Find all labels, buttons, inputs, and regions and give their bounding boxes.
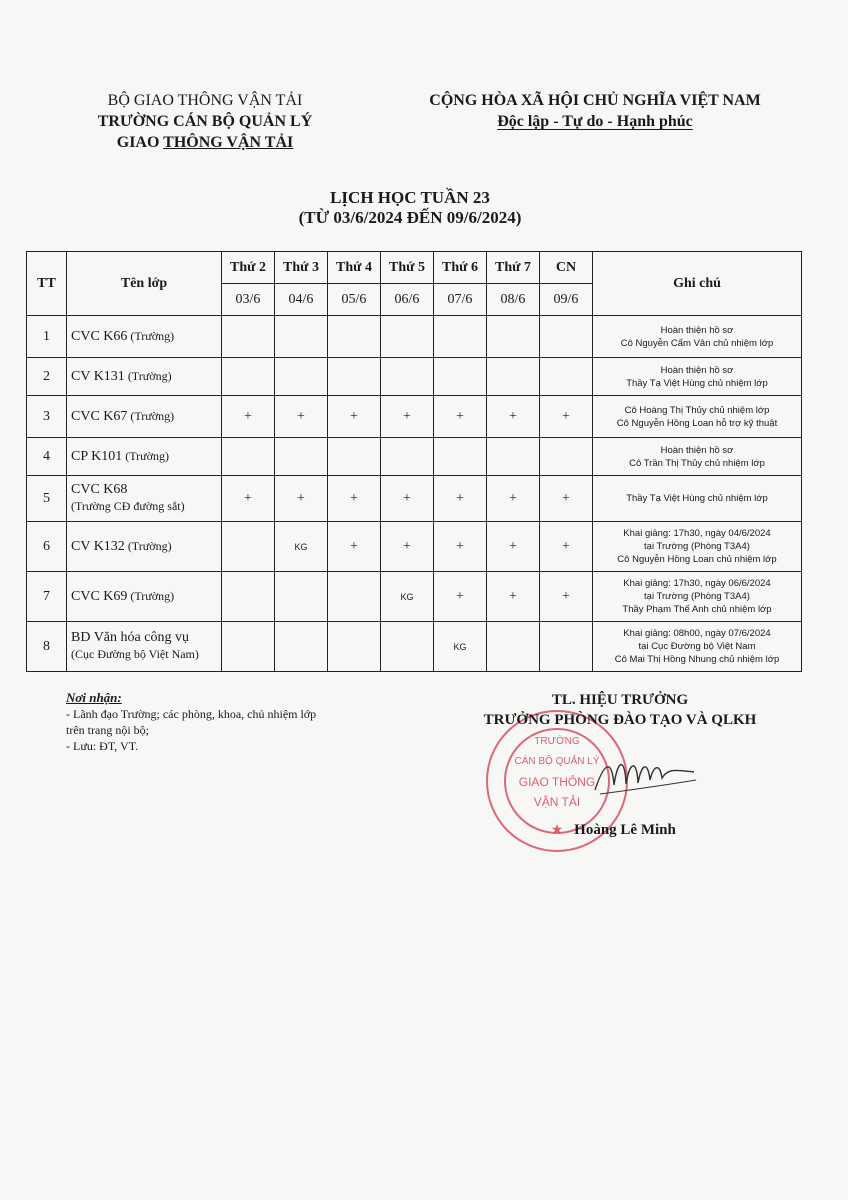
class-name [67,438,222,476]
schedule-cell [222,358,275,396]
signature-title-line1: TL. HIỆU TRƯỞNG [551,692,689,708]
schedule-cell [275,316,328,358]
session-mark: + [487,396,540,438]
schedule-cell [487,316,540,358]
recipient-line: - Lưu: ĐT, VT. [66,739,139,753]
session-mark: + [487,572,540,622]
school-name-line2: GIAO THÔNG VẬN TẢI [116,134,294,151]
class-location: (Cục Đường bộ Việt Nam) [71,647,199,661]
row-note [593,396,802,438]
header-date: 09/6 [540,284,593,316]
note-line: Cô Mai Thị Hồng Nhung chủ nhiệm lớp [614,654,780,665]
row-number: 3 [27,396,67,438]
schedule-cell [222,622,275,672]
recipient-line: trên trang nội bộ; [66,723,149,737]
row-note [593,522,802,572]
row-number: 1 [27,316,67,358]
header-date: 04/6 [275,284,328,316]
note-line: Thầy Phạm Thế Anh chủ nhiệm lớp [622,604,772,615]
row-note [593,438,802,476]
title-line1: LỊCH HỌC TUẦN 23 [330,188,490,207]
schedule-cell [381,358,434,396]
schedule-cell [328,438,381,476]
header-date: 05/6 [328,284,381,316]
session-mark: + [328,522,381,572]
row-number: 2 [27,358,67,396]
note-line: Cô Nguyễn Cẩm Vân chủ nhiệm lớp [620,337,774,349]
row-number: 6 [27,522,67,572]
row-number: 5 [27,476,67,522]
schedule-cell [434,358,487,396]
table-row [27,316,802,358]
signature-title [460,690,780,730]
table-row [27,438,802,476]
schedule-cell [275,622,328,672]
schedule-table [26,251,802,672]
class-name [67,522,222,572]
session-mark: + [540,396,593,438]
row-note [593,622,802,672]
handwritten-signature [590,750,700,800]
schedule-cell [275,358,328,396]
school-name-line1: TRƯỜNG CÁN BỘ QUẢN LÝ [97,113,313,130]
schedule-cell [487,358,540,396]
session-mark: + [487,476,540,522]
table-row [27,622,802,672]
schedule-cell [381,622,434,672]
schedule-cell [381,316,434,358]
schedule-cell [275,438,328,476]
class-name-main: CVC K69 [71,589,128,604]
schedule-cell [540,358,593,396]
opening-mark: KG [275,522,328,572]
class-name [67,358,222,396]
schedule-cell [434,438,487,476]
schedule-cell [328,572,381,622]
class-name-main: CV K132 [71,539,125,554]
row-number: 7 [27,572,67,622]
class-name [67,622,222,672]
class-location: (Trường) [122,449,169,463]
session-mark: + [434,396,487,438]
title-line2: (TỪ 03/6/2024 ĐẾN 09/6/2024) [298,208,522,227]
header-day: Thứ 7 [487,252,540,284]
note-line: Khai giảng: 17h30, ngày 04/6/2024 [623,528,771,539]
document-title [150,188,670,228]
note-line: Hoàn thiện hồ sơ [660,444,734,456]
header-note: Ghi chú [593,252,802,316]
header-day: Thứ 3 [275,252,328,284]
class-location: (Trường) [127,409,175,423]
schedule-cell [328,316,381,358]
table-row [27,572,802,622]
note-line: Thầy Tạ Việt Hùng chủ nhiệm lớp [626,377,768,389]
row-note [593,316,802,358]
schedule-cell [222,438,275,476]
row-note [593,572,802,622]
schedule-cell [328,622,381,672]
session-mark: + [275,476,328,522]
header-class-name: Tên lớp [67,252,222,316]
session-mark: + [381,476,434,522]
session-mark: + [487,522,540,572]
table-row [27,522,802,572]
schedule-cell [328,358,381,396]
recipients [66,690,396,754]
session-mark: + [328,476,381,522]
schedule-cell [222,572,275,622]
header-day: Thứ 6 [434,252,487,284]
stamp-star-icon: ★ [550,821,564,837]
national-motto: Độc lập - Tự do - Hạnh phúc [497,113,693,130]
note-line: tại Trường (Phòng T3A4) [644,591,750,602]
schedule-cell [487,438,540,476]
class-location: (Trường) [124,539,172,553]
class-name-main: CP K101 [71,449,123,464]
header-date: 03/6 [222,284,275,316]
note-line: Khai giảng: 08h00, ngày 07/6/2024 [623,628,771,639]
class-location: (Trường) [124,369,172,383]
header-tt: TT [27,252,67,316]
table-row [27,358,802,396]
schedule-cell [222,316,275,358]
note-line: Cô Nguyễn Hồng Loan chủ nhiệm lớp [617,554,777,565]
note-line: Thầy Tạ Việt Hùng chủ nhiệm lớp [626,493,768,504]
note-line: tại Cục Đường bộ Việt Nam [638,641,756,652]
session-mark: + [540,476,593,522]
class-location: (Trường) [127,589,175,603]
recipients-label: Nơi nhận: [66,690,122,705]
class-location: (Trường) [127,329,175,343]
opening-mark: KG [434,622,487,672]
session-mark: + [222,396,275,438]
issuing-agency [60,90,350,153]
class-name-main: CVC K66 [71,329,128,344]
table-row [27,476,802,522]
schedule-cell [381,438,434,476]
class-name [67,396,222,438]
schedule-cell [275,572,328,622]
class-name-main: CVC K68 [71,482,128,497]
schedule-cell [540,316,593,358]
schedule-cell [540,622,593,672]
session-mark: + [540,522,593,572]
header-date: 07/6 [434,284,487,316]
session-mark: + [540,572,593,622]
header-day: Thứ 5 [381,252,434,284]
stamp-text: VẬN TẢI [533,795,581,809]
session-mark: + [381,396,434,438]
note-line: Khai giảng: 17h30, ngày 06/6/2024 [623,578,771,589]
schedule-cell [434,316,487,358]
schedule-cell [487,622,540,672]
header-date: 06/6 [381,284,434,316]
session-mark: + [222,476,275,522]
table-row [27,396,802,438]
country-name: CỘNG HÒA XÃ HỘI CHỦ NGHĨA VIỆT NAM [429,92,761,109]
stamp-text: GIAO THÔNG [518,775,596,789]
class-location: (Trường CĐ đường sắt) [71,499,185,513]
class-name [67,572,222,622]
signer-name: Hoàng Lê Minh [574,822,676,838]
note-line: Hoàn thiện hồ sơ [660,364,734,376]
class-name-main: CV K131 [71,369,125,384]
note-line: Hoàn thiện hồ sơ [660,324,734,336]
opening-mark: KG [381,572,434,622]
row-number: 8 [27,622,67,672]
session-mark: + [434,572,487,622]
note-line: Cô Nguyễn Hồng Loan hỗ trợ kỹ thuật [616,417,778,429]
row-note [593,358,802,396]
stamp-text: CÁN BỘ QUẢN LÝ [514,756,600,767]
class-name-main: CVC K67 [71,409,128,424]
session-mark: + [434,476,487,522]
row-note [593,476,802,522]
header-day: Thứ 2 [222,252,275,284]
note-line: Cô Trần Thị Thủy chủ nhiệm lớp [629,457,765,469]
schedule-cell [222,522,275,572]
header-day: CN [540,252,593,284]
schedule-cell [540,438,593,476]
recipient-line: - Lãnh đạo Trường; các phòng, khoa, chủ nhiệm lớp [66,707,317,721]
class-name-main: BD Văn hóa công vụ [71,630,189,645]
note-line: tại Trường (Phòng T3A4) [644,541,750,552]
schedule-body [27,316,802,672]
session-mark: + [434,522,487,572]
note-line: Cô Hoàng Thị Thủy chủ nhiệm lớp [624,404,770,416]
stamp-text: TRƯỜNG [534,736,580,747]
signature-title-line2: TRƯỞNG PHÒNG ĐÀO TẠO VÀ QLKH [483,712,757,728]
ministry-name: BỘ GIAO THÔNG VẬN TẢI [107,92,303,109]
session-mark: + [275,396,328,438]
class-name [67,476,222,522]
row-number: 4 [27,438,67,476]
header-day: Thứ 4 [328,252,381,284]
national-header [400,90,790,132]
class-name [67,316,222,358]
session-mark: + [381,522,434,572]
session-mark: + [328,396,381,438]
header-date: 08/6 [487,284,540,316]
